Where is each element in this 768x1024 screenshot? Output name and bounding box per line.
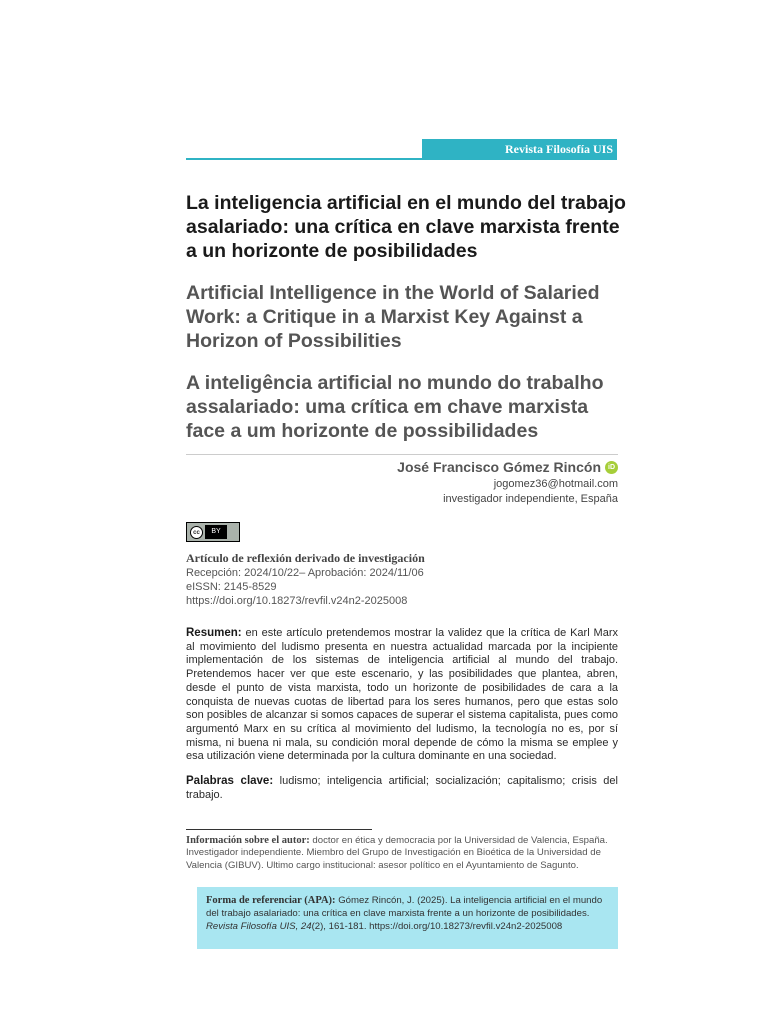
author-info	[186, 835, 618, 872]
header-rule	[186, 158, 422, 160]
article-doi[interactable]: https://doi.org/10.18273/revfil.v24n2-2025008	[186, 595, 408, 607]
citation-label: Forma de referenciar (APA):	[206, 895, 336, 906]
abstract-label: Resumen:	[186, 627, 242, 639]
orcid-icon[interactable]: iD	[605, 461, 618, 474]
title-english: Artificial Intelligence in the World of Salaried Work: a Critique in a Marxist Key Against a Horizon of Possibilities	[186, 282, 600, 352]
author-divider	[186, 454, 618, 455]
citation-tail[interactable]: (2), 161-181. https://doi.org/10.18273/revfil.v24n2-2025008	[311, 921, 563, 932]
keywords	[186, 775, 618, 802]
article-metadata	[186, 551, 425, 608]
author-name-row	[397, 457, 618, 477]
author-info-text: doctor en ética y democracia por la Universidad de Valencia, España. Investigador independiente. Miembro del Grupo de Investigación en Bioética de la Universidad de Valencia (GIBUV). Ultimo cargo institucional: asesor político en el Ayuntamiento de Sagunto.	[186, 835, 608, 871]
article-dates: Recepción: 2024/10/22– Aprobación: 2024/11/06	[186, 567, 424, 579]
author-affiliation: investigador independiente, España	[443, 493, 618, 505]
author-block	[397, 457, 618, 507]
cc-icon: cc	[190, 526, 203, 539]
citation-journal: Revista Filosofía UIS, 24	[206, 921, 312, 932]
footnote-rule	[186, 829, 372, 830]
citation-box	[197, 887, 618, 949]
article-type: Artículo de reflexión derivado de investigación	[186, 551, 425, 565]
author-info-label: Información sobre el autor:	[186, 835, 310, 846]
abstract	[186, 627, 618, 764]
abstract-text: en este artículo pretendemos mostrar la validez que la crítica de Karl Marx al movimiento del ludismo presenta en nuestra actualidad marcada por la incipiente implementación de los sistemas de inteligencia artificial al mundo del trabajo. Pretendemos hacer ver que este escenario, y las posibilidades que plantea, abren, desde el punto de vista marxista, todo un horizonte de posibilidades de cara a la conquista de nuevas cuotas de libertad para los seres humanos, pero que estas solo son posibles de alcanzar si somos capaces de superar el sistema capitalista, pues como argumentó Marx en su crítica al movimiento del ludismo, la tecnología no es, por sí misma, ni buena ni mala, su condición moral depende de cómo la misma se emplee y esa utilización viene determinada por la cultura dominante en una sociedad.	[186, 627, 618, 763]
author-email[interactable]: jogomez36@hotmail.com	[493, 478, 618, 490]
by-icon: BY	[205, 525, 227, 539]
cc-by-license-badge[interactable]	[186, 522, 240, 542]
author-name: José Francisco Gómez Rincón	[397, 459, 601, 475]
keywords-text: ludismo; inteligencia artificial; socialización; capitalismo; crisis del trabajo.	[186, 775, 618, 801]
keywords-label: Palabras clave:	[186, 775, 274, 787]
title-spanish: La inteligencia artificial en el mundo del trabajo asalariado: una crítica en clave marxista frente a un horizonte de posibilidades	[186, 192, 626, 262]
journal-name: Revista Filosofía UIS	[422, 139, 617, 160]
citation-text: Gómez Rincón, J. (2025). La inteligencia artificial en el mundo del trabajo asalariado: una crítica en clave marxista frente a un horizonte de posibilidades.	[206, 895, 603, 919]
article-eissn: eISSN: 2145-8529	[186, 581, 277, 593]
title-portuguese: A inteligência artificial no mundo do trabalho assalariado: uma crítica em chave marxista face a um horizonte de possibilidades	[186, 372, 604, 442]
